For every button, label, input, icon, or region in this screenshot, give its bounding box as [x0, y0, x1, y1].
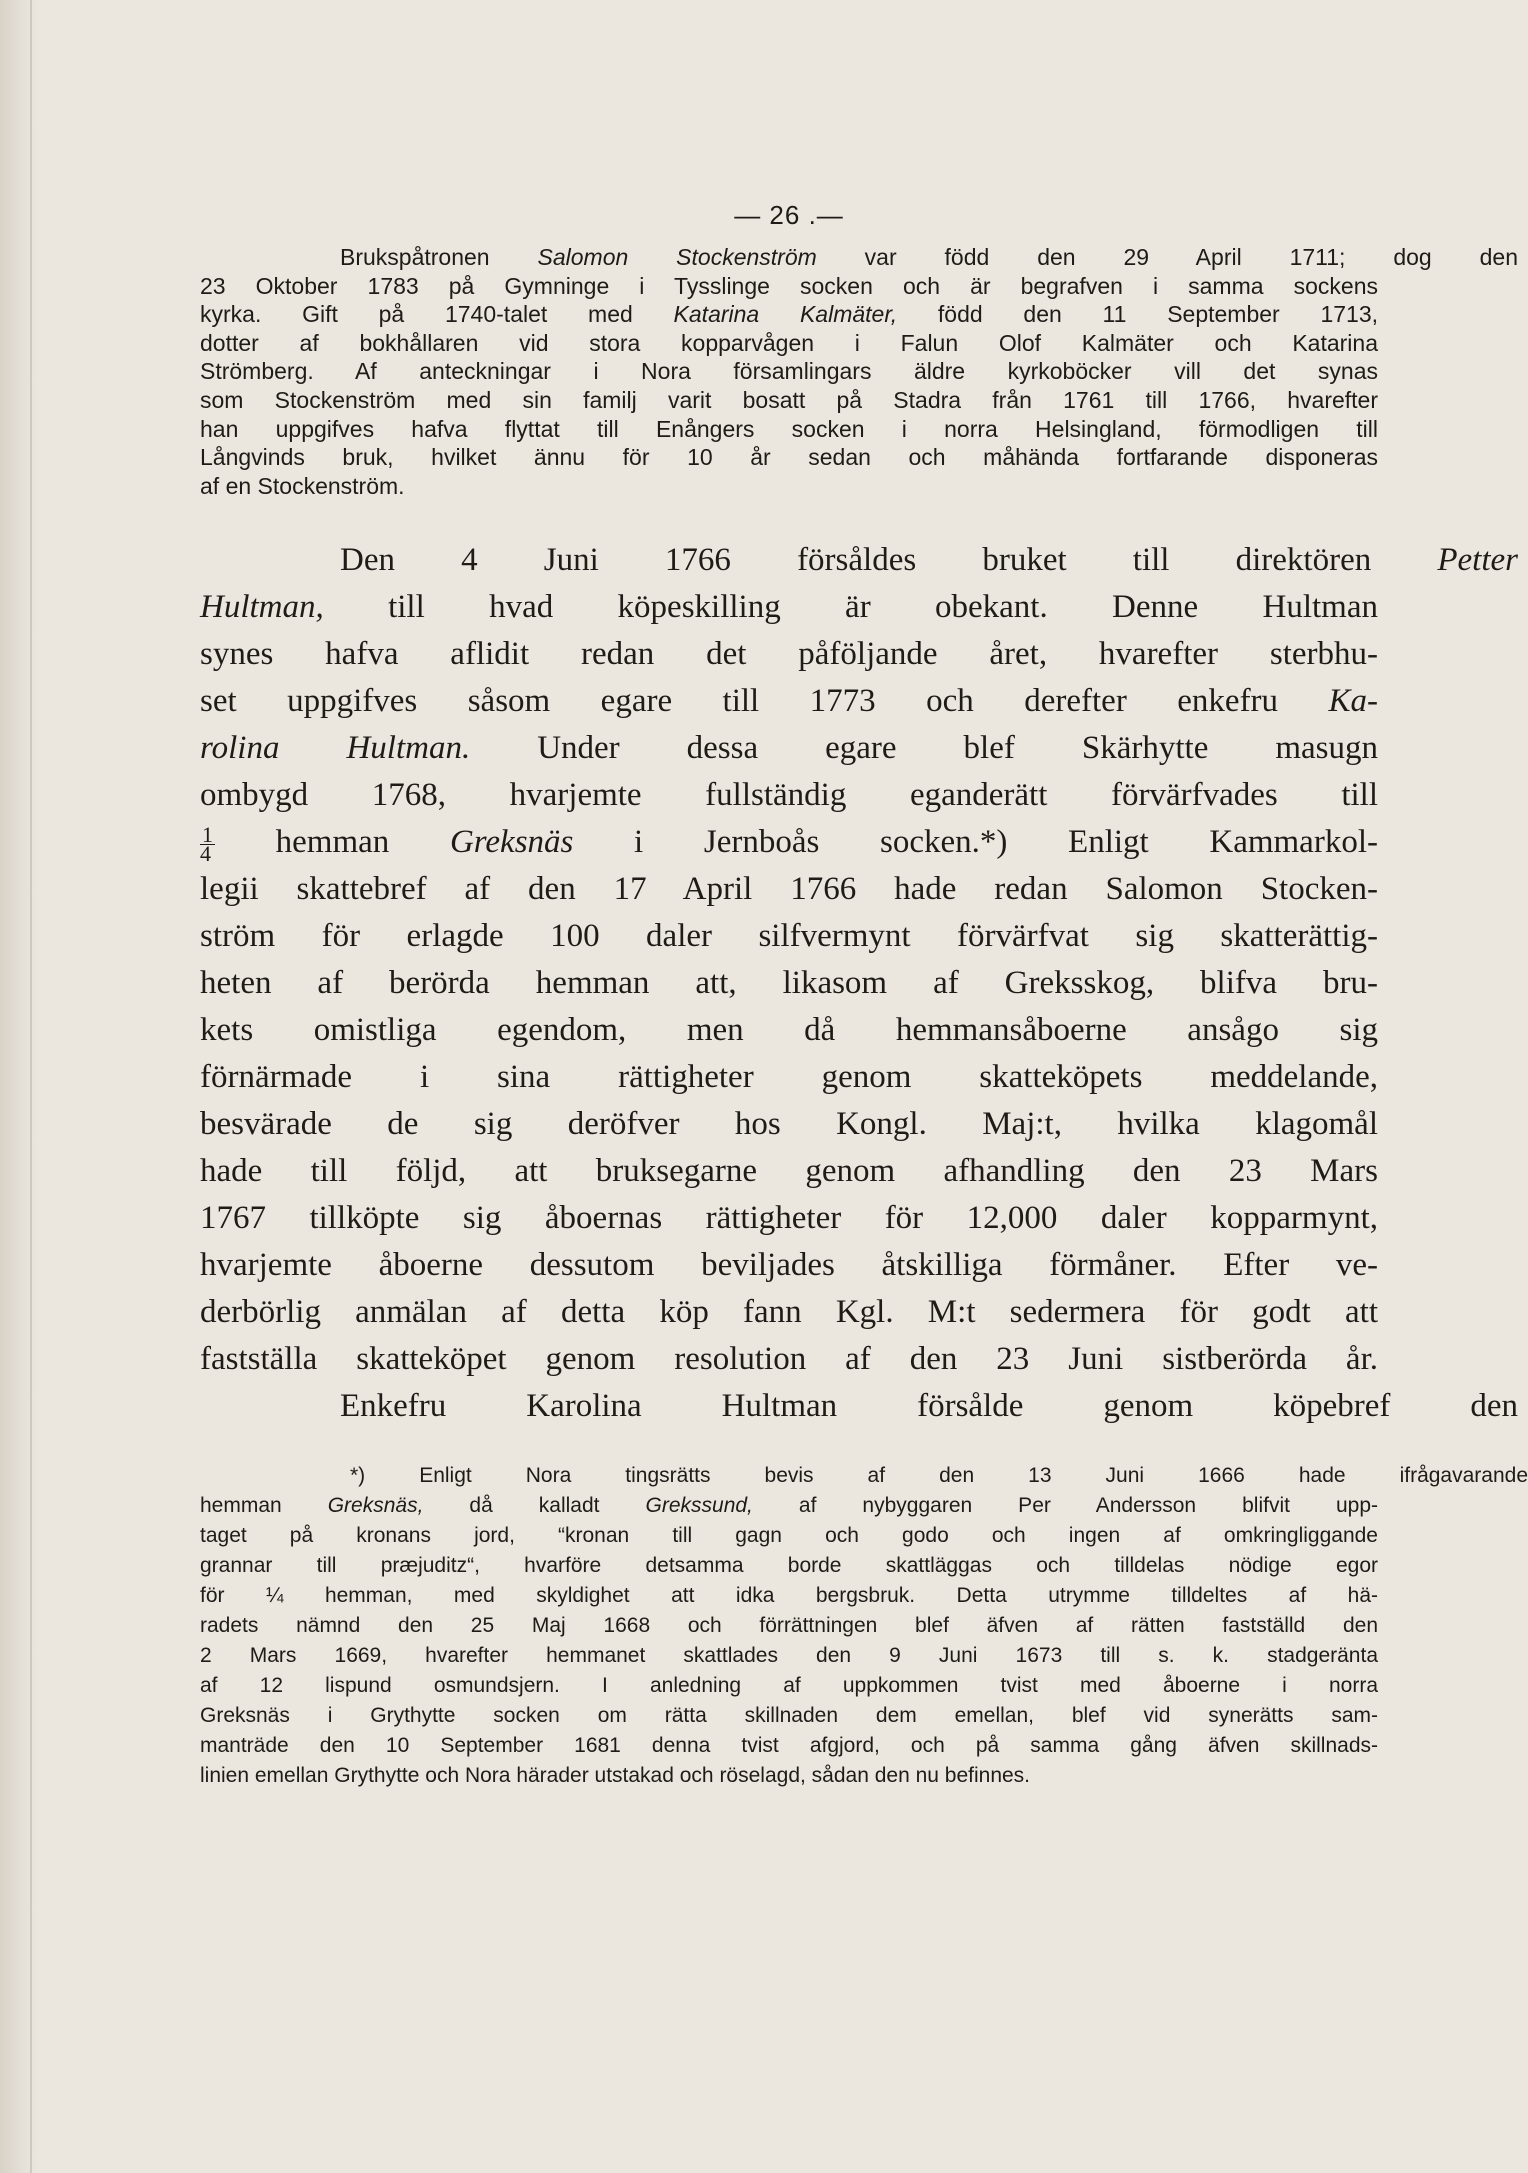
text-line: legii skattebref af den 17 April 1766 hade redan Salomon Stocken-	[200, 871, 1378, 907]
text-line: heten af berörda hemman att, likasom af Greksskog, blifva bru-	[200, 965, 1378, 1001]
text-line: derbörlig anmälan af detta köp fann Kgl. M:t sedermera för godt att	[200, 1294, 1378, 1330]
text-line: manträde den 10 September 1681 denna tvist afgjord, och på samma gång äfven skillnads-	[200, 1734, 1378, 1757]
text-line: set uppgifves såsom egare till 1773 och derefter enkefru Ka-	[200, 683, 1378, 719]
text-line: grannar till præjuditz“, hvarföre detsamma borde skattläggas och tilldelas nödige egor	[200, 1554, 1378, 1577]
text-line: Hultman, till hvad köpeskilling är obekant. Denne Hultman	[200, 589, 1378, 625]
text-line: 23 Oktober 1783 på Gymninge i Tysslinge socken och är begrafven i samma sockens	[200, 273, 1378, 299]
text-line: för ¼ hemman, med skyldighet att idka bergsbruk. Detta utrymme tilldeltes af hä-	[200, 1584, 1378, 1607]
text-line: $\frac{1}{4}$ hemman Greksnäs i Jernboås socken.*) Enligt Kammarkol-	[200, 821, 1378, 866]
text-line: besvärade de sig deröfver hos Kongl. Maj:t, hvilka klagomål	[200, 1106, 1378, 1142]
text-line: Brukspåtronen Salomon Stockenström var född den 29 April 1711; dog den	[340, 244, 1518, 270]
text-line: ström för erlagde 100 daler silfvermynt förvärfvat sig skatterättig-	[200, 918, 1378, 954]
text-line: *) Enligt Nora tingsrätts bevis af den 13 Juni 1666 hade ifrågavarande	[350, 1464, 1528, 1487]
text-line: Enkefru Karolina Hultman försålde genom köpebref den	[340, 1388, 1518, 1424]
text-line: förnärmade i sina rättigheter genom skatteköpets meddelande,	[200, 1059, 1378, 1095]
text-line: ombygd 1768, hvarjemte fullständig eganderätt förvärfvades till	[200, 777, 1378, 813]
text-line: taget på kronans jord, “kronan till gagn och godo och ingen af omkringliggande	[200, 1524, 1378, 1547]
text-line: kyrka. Gift på 1740-talet med Katarina Kalmäter, född den 11 September 1713,	[200, 301, 1379, 327]
text-line: rolina Hultman. Under dessa egare blef Skärhytte masugn	[200, 730, 1378, 766]
text-line: Greksnäs i Grythytte socken om rätta skillnaden dem emellan, blef vid synerätts sam-	[200, 1704, 1378, 1727]
page-binding-edge	[0, 0, 40, 2173]
text-line: kets omistliga egendom, men då hemmansåboerne ansågo sig	[200, 1012, 1378, 1048]
text-line: synes hafva aflidit redan det påföljande året, hvarefter sterbhu-	[200, 636, 1378, 672]
text-line: hade till följd, att bruksegarne genom afhandling den 23 Mars	[200, 1153, 1378, 1189]
text-line: af 12 lispund osmundsjern. I anledning af uppkommen tvist med åboerne i norra	[200, 1674, 1378, 1697]
text-line: af en Stockenström.	[200, 473, 405, 499]
text-line: Långvinds bruk, hvilket ännu för 10 år sedan och måhända fortfarande disponeras	[200, 444, 1378, 470]
page-number: — 26 .—	[734, 200, 844, 230]
text-line: hemman Greksnäs, då kalladt Grekssund, af nybyggaren Per Andersson blifvit upp-	[200, 1494, 1378, 1517]
text-line: dotter af bokhållaren vid stora kopparvågen i Falun Olof Kalmäter och Katarina	[200, 330, 1378, 356]
text-line: 2 Mars 1669, hvarefter hemmanet skattlades den 9 Juni 1673 till s. k. stadgeränta	[200, 1644, 1378, 1667]
text-line: Strömberg. Af anteckningar i Nora församlingars äldre kyrkoböcker vill det synas	[200, 358, 1378, 384]
fraction-one-quarter: $\frac{1}{4}$	[200, 821, 213, 866]
text-line: radets nämnd den 25 Maj 1668 och förrättningen blef äfven af rätten fastställd den	[200, 1614, 1378, 1637]
text-line: linien emellan Grythytte och Nora härader utstakad och röselagd, sådan den nu befinnes.	[200, 1764, 1031, 1787]
text-line: han uppgifves hafva flyttat till Enångers socken i norra Helsingland, förmodligen till	[200, 416, 1378, 442]
text-line: fastställa skatteköpet genom resolution af den 23 Juni sistberörda år.	[200, 1341, 1378, 1377]
text-line: som Stockenström med sin familj varit bosatt på Stadra från 1761 till 1766, hvarefter	[200, 387, 1378, 413]
text-line: hvarjemte åboerne dessutom beviljades åtskilliga förmåner. Efter ve-	[200, 1247, 1378, 1283]
text-line: Den 4 Juni 1766 försåldes bruket till direktören Petter	[340, 542, 1518, 578]
text-line: 1767 tillköpte sig åboernas rättigheter för 12,000 daler kopparmynt,	[200, 1200, 1378, 1236]
